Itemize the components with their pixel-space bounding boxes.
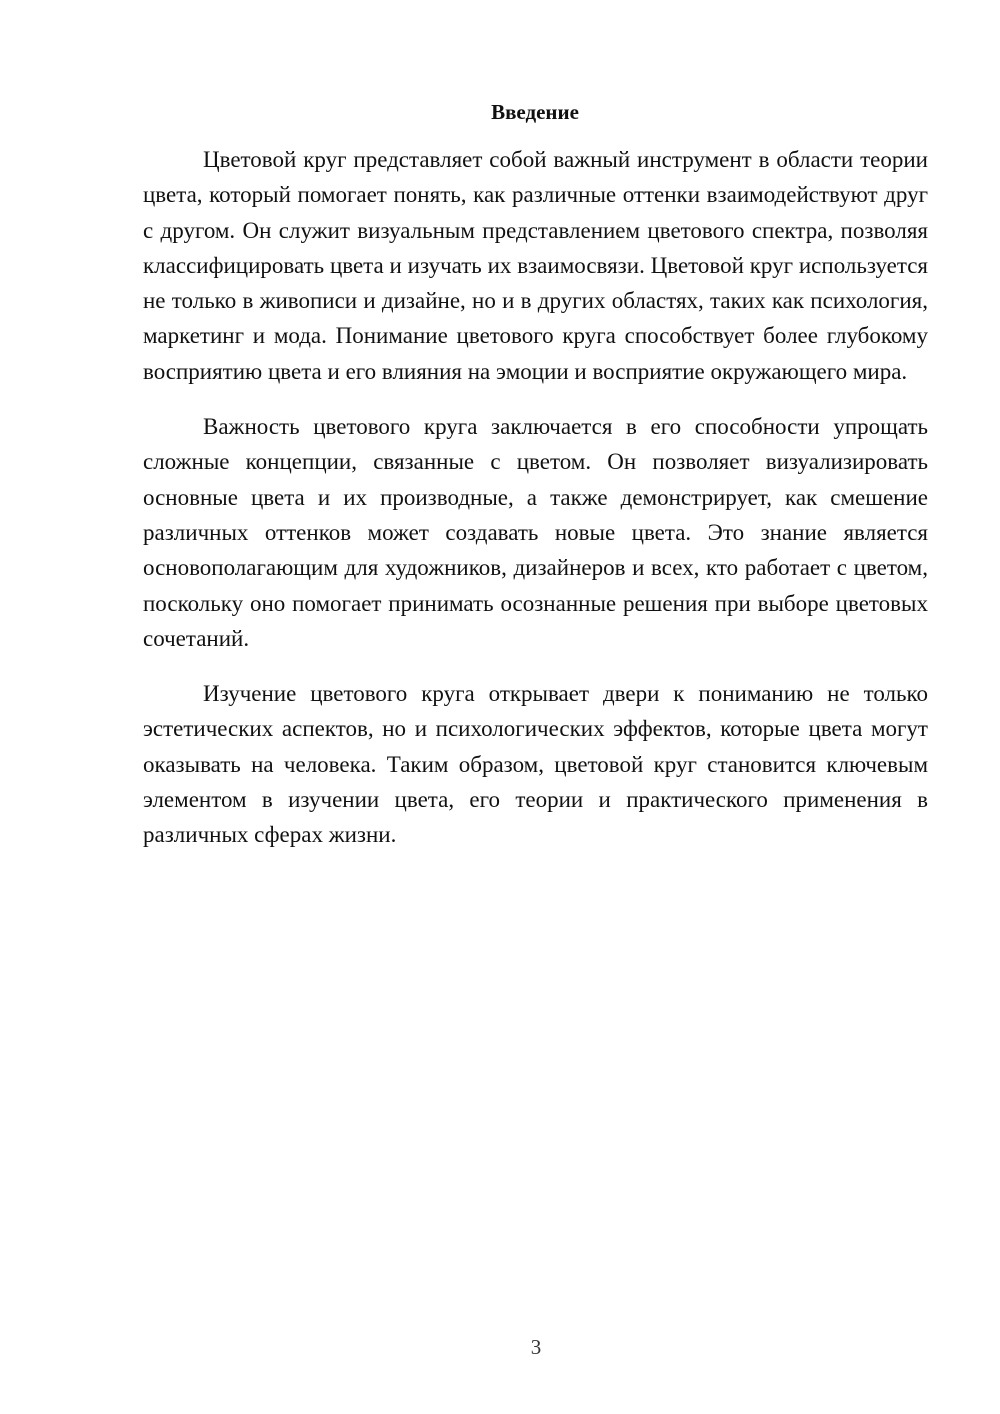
page-number: 3 [530, 1335, 542, 1359]
paragraph-2: Важность цветового круга заключается в его способности упрощать сложные концепции, связанные с цветом. Он позволяет визуализировать основные цвета и их производные, а также демонстрирует, как смешение различных оттенков может создавать новые цвета. Это знание является основополагающим для художников, дизайнеров и всех, кто работает с цветом, поскольку оно помогает принимать осознанные решения при выборе цветовых сочетаний. [143, 414, 928, 651]
paragraph-3: Изучение цветового круга открывает двери к пониманию не только эстетических аспектов, но и психологических эффектов, которые цвета могут оказывать на человека. Таким образом, цветовой круг становится ключевым элементом в изучении цвета, его теории и практического применения в различных сферах жизни. [143, 681, 928, 848]
page-title: Введение [491, 100, 579, 124]
paragraph-1: Цветовой круг представляет собой важный инструмент в области теории цвета, который помогает понять, как различные оттенки взаимодействуют друг с другом. Он служит визуальным представлением цветового спектра, позволяя классифицировать цвета и изучать их взаимосвязи. Цветовой круг используется не только в живописи и дизайне, но и в других областях, таких как психология, маркетинг и мода. Понимание цветового круга способствует более глубокому восприятию цвета и его влияния на эмоции и восприятие окружающего мира. [143, 147, 928, 384]
body-text [143, 142, 928, 853]
